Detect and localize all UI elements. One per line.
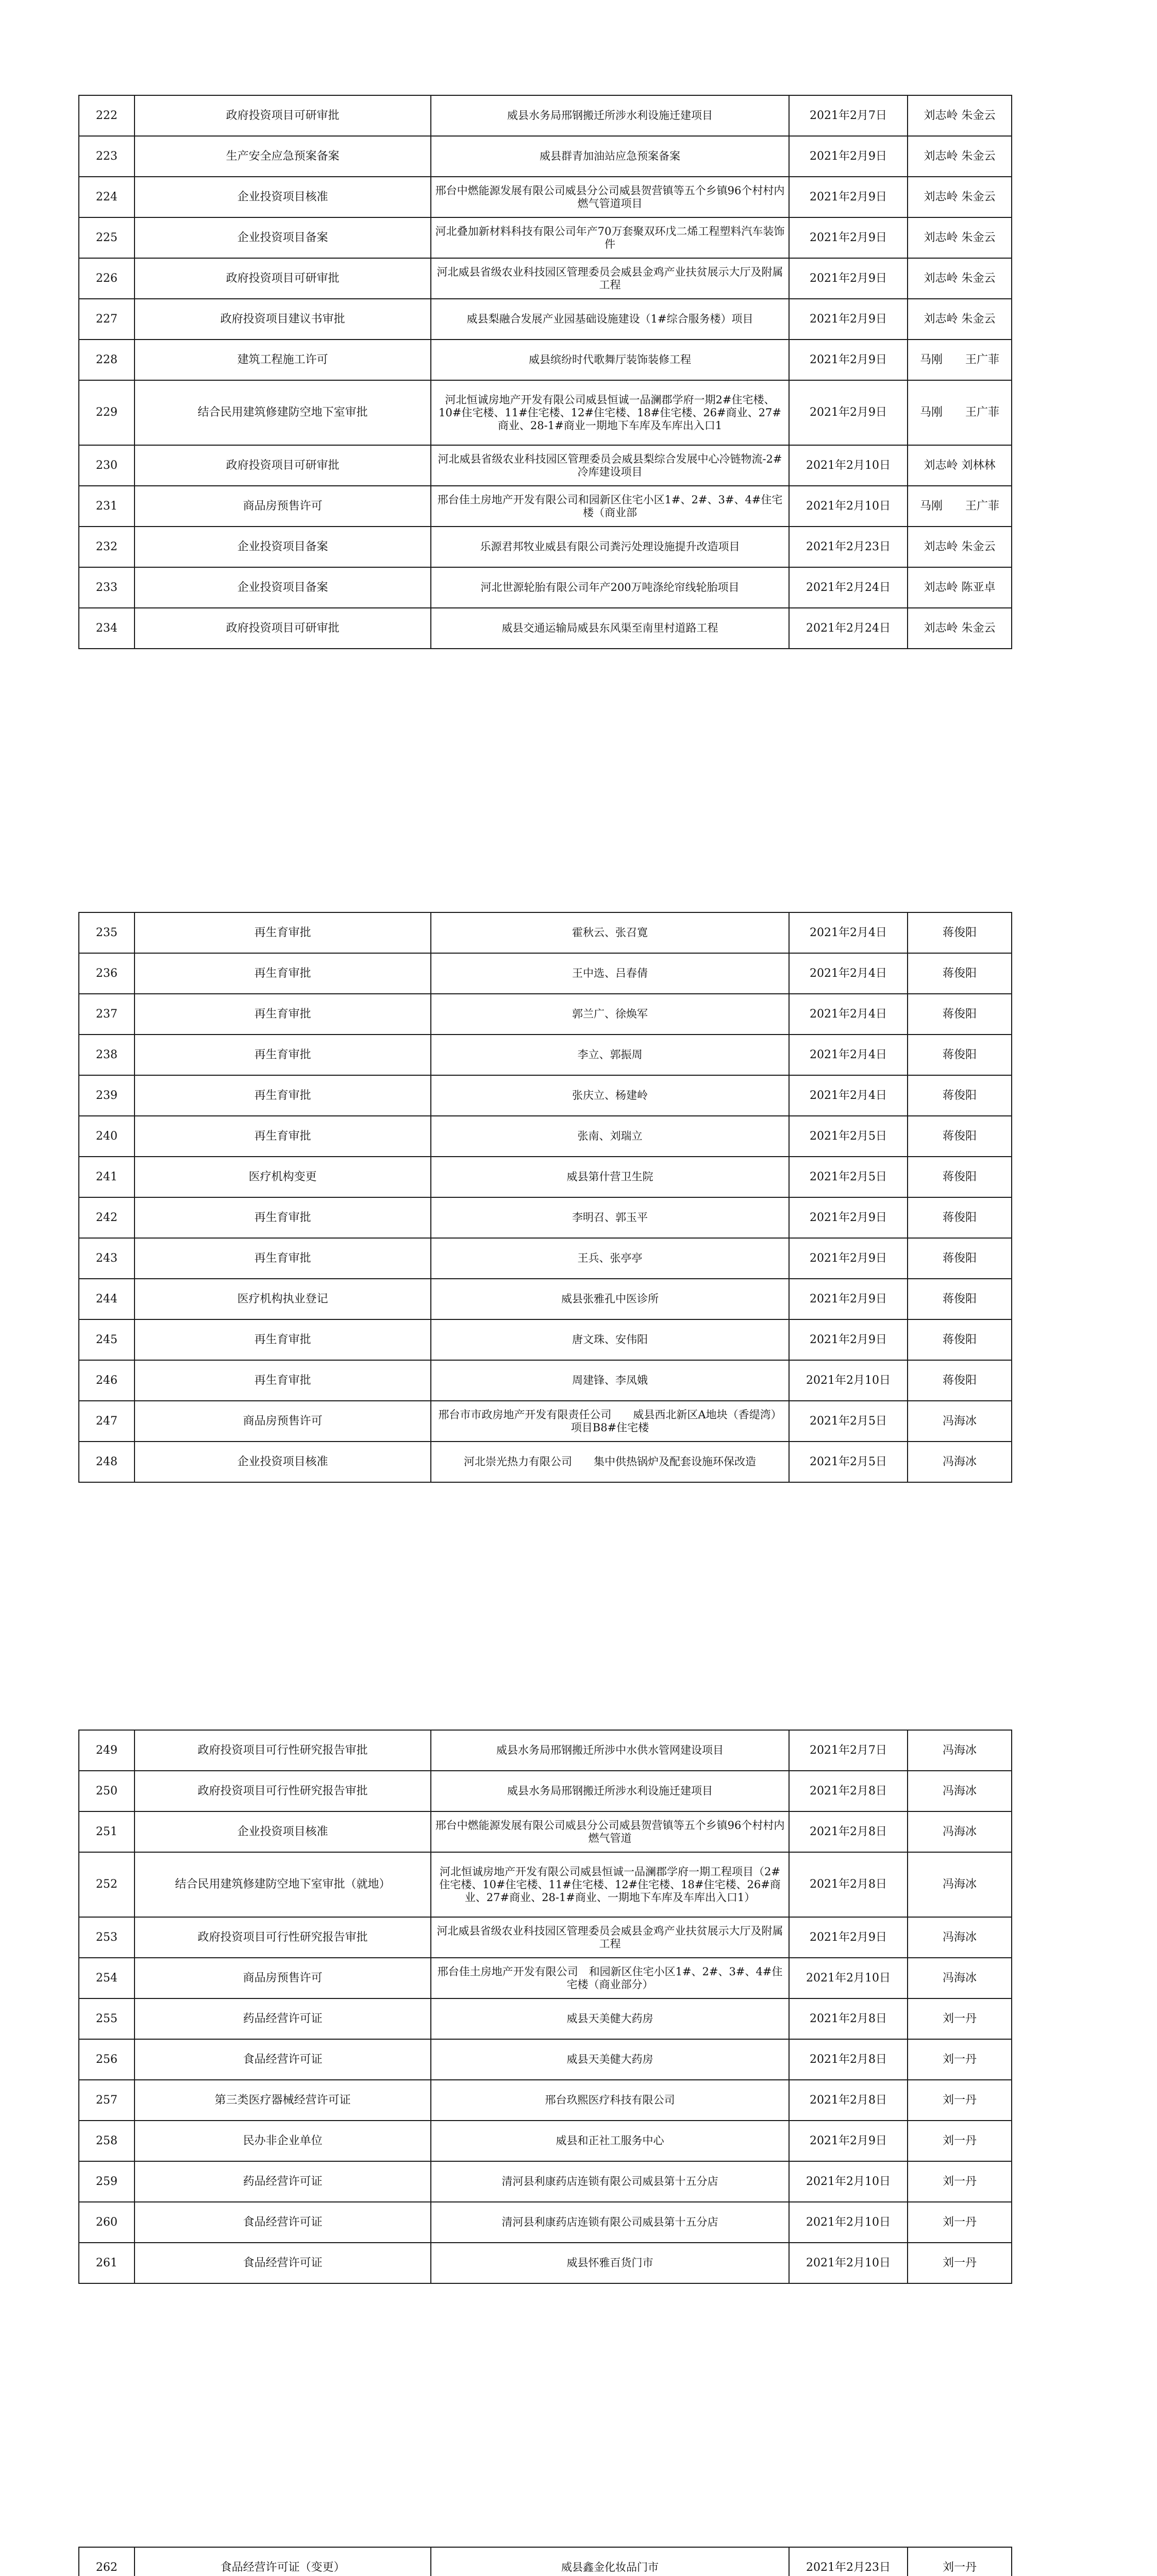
approval-item: 再生育审批 [135,1319,431,1360]
handler-name: 刘一丹 [908,2547,1012,2576]
table-row [79,1852,1012,1917]
approval-date: 2021年2月24日 [789,608,908,649]
table-row [79,1442,1012,1482]
approval-item: 再生育审批 [135,1238,431,1279]
applicant-unit: 威县第什营卫生院 [431,1157,789,1197]
applicant-unit: 唐文珠、安伟阳 [431,1319,789,1360]
applicant-unit: 威县水务局邢钢搬迁所涉水利设施迁建项目 [431,95,789,136]
table-row [79,527,1012,567]
row-number: 262 [79,2547,135,2576]
handler-name: 刘志岭 朱金云 [908,527,1012,567]
approval-item: 药品经营许可证 [135,2161,431,2202]
approval-date: 2021年2月23日 [789,2547,908,2576]
approval-item: 企业投资项目核准 [135,1811,431,1852]
handler-name: 马刚 王广菲 [908,340,1012,380]
approval-date: 2021年2月10日 [789,2202,908,2243]
record-table-1 [78,95,1012,649]
row-number: 247 [79,1401,135,1442]
row-number: 223 [79,136,135,177]
approval-item: 商品房预售许可 [135,1958,431,1998]
handler-name: 蒋俊阳 [908,994,1012,1035]
applicant-unit: 河北威县省级农业科技园区管理委员会威县金鸡产业扶贫展示大厅及附属工程 [431,258,789,299]
table-row [79,2161,1012,2202]
handler-name: 刘志岭 陈亚卓 [908,567,1012,608]
applicant-unit: 河北恒诚房地产开发有限公司威县恒诚一品澜郡学府一期工程项目（2#住宅楼、10#住宅楼、11#住宅楼、12#住宅楼、18#住宅楼、26#商业、27#商业、28-1#商业、一期地下车库及车库出入口1） [431,1852,789,1917]
approval-date: 2021年2月7日 [789,1730,908,1771]
handler-name: 冯海冰 [908,1958,1012,1998]
row-number: 244 [79,1279,135,1319]
row-number: 255 [79,1998,135,2039]
handler-name: 刘一丹 [908,2202,1012,2243]
approval-date: 2021年2月8日 [789,1811,908,1852]
handler-name: 刘一丹 [908,2243,1012,2283]
handler-name: 蒋俊阳 [908,1035,1012,1075]
applicant-unit: 邢台佳土房地产开发有限公司 和园新区住宅小区1#、2#、3#、4#住宅楼（商业部分） [431,1958,789,1998]
applicant-unit: 张南、刘瑞立 [431,1116,789,1157]
table-row [79,340,1012,380]
table-row [79,136,1012,177]
approval-date: 2021年2月4日 [789,994,908,1035]
applicant-unit: 清河县利康药店连锁有限公司威县第十五分店 [431,2202,789,2243]
handler-name: 马刚 王广菲 [908,486,1012,527]
applicant-unit: 李立、郭振周 [431,1035,789,1075]
applicant-unit: 河北世源轮胎有限公司年产200万吨涤纶帘线轮胎项目 [431,567,789,608]
approval-item: 结合民用建筑修建防空地下室审批（就地） [135,1852,431,1917]
approval-item: 食品经营许可证 [135,2202,431,2243]
approval-item: 生产安全应急预案备案 [135,136,431,177]
applicant-unit: 威县天美健大药房 [431,1998,789,2039]
table-row [79,95,1012,136]
table-row [79,1360,1012,1401]
approval-date: 2021年2月9日 [789,177,908,217]
approval-item: 再生育审批 [135,994,431,1035]
row-number: 240 [79,1116,135,1157]
row-number: 248 [79,1442,135,1482]
approval-date: 2021年2月10日 [789,486,908,527]
approval-date: 2021年2月9日 [789,340,908,380]
row-number: 227 [79,299,135,340]
approval-item: 再生育审批 [135,1116,431,1157]
approval-item: 食品经营许可证 [135,2039,431,2080]
approval-date: 2021年2月9日 [789,299,908,340]
row-number: 236 [79,953,135,994]
row-number: 230 [79,445,135,486]
approval-date: 2021年2月7日 [789,95,908,136]
approval-item: 结合民用建筑修建防空地下室审批 [135,380,431,445]
table-row [79,994,1012,1035]
approval-item: 再生育审批 [135,1197,431,1238]
row-number: 256 [79,2039,135,2080]
table-row [79,2243,1012,2283]
handler-name: 刘志岭 朱金云 [908,95,1012,136]
handler-name: 刘一丹 [908,2161,1012,2202]
table-row [79,2547,1012,2576]
approval-date: 2021年2月9日 [789,1197,908,1238]
approval-item: 建筑工程施工许可 [135,340,431,380]
row-number: 222 [79,95,135,136]
approval-item: 政府投资项目可研审批 [135,258,431,299]
approval-item: 企业投资项目备案 [135,527,431,567]
applicant-unit: 李明召、郭玉平 [431,1197,789,1238]
approval-item: 政府投资项目可行性研究报告审批 [135,1730,431,1771]
applicant-unit: 威县缤纷时代歌舞厅装饰装修工程 [431,340,789,380]
approval-item: 企业投资项目备案 [135,567,431,608]
approval-item: 再生育审批 [135,1360,431,1401]
approval-date: 2021年2月5日 [789,1442,908,1482]
handler-name: 刘志岭 朱金云 [908,217,1012,258]
approval-date: 2021年2月5日 [789,1116,908,1157]
table-row [79,1401,1012,1442]
row-number: 261 [79,2243,135,2283]
table-row [79,2080,1012,2121]
handler-name: 刘志岭 朱金云 [908,299,1012,340]
table-row [79,445,1012,486]
approval-date: 2021年2月9日 [789,1279,908,1319]
approval-date: 2021年2月9日 [789,1319,908,1360]
table-row [79,1998,1012,2039]
approval-item: 医疗机构变更 [135,1157,431,1197]
approval-item: 医疗机构执业登记 [135,1279,431,1319]
table-row [79,953,1012,994]
table-row [79,1730,1012,1771]
applicant-unit: 王兵、张亭亭 [431,1238,789,1279]
applicant-unit: 威县水务局邢钢搬迁所涉中水供水管网建设项目 [431,1730,789,1771]
applicant-unit: 威县怀雅百货门市 [431,2243,789,2283]
table-row [79,2202,1012,2243]
handler-name: 冯海冰 [908,1811,1012,1852]
row-number: 229 [79,380,135,445]
applicant-unit: 威县鑫金化妆品门市 [431,2547,789,2576]
handler-name: 刘志岭 朱金云 [908,177,1012,217]
row-number: 232 [79,527,135,567]
table-row [79,1319,1012,1360]
record-table-4 [78,2547,1012,2576]
handler-name: 马刚 王广菲 [908,380,1012,445]
approval-date: 2021年2月4日 [789,953,908,994]
handler-name: 蒋俊阳 [908,953,1012,994]
approval-item: 再生育审批 [135,953,431,994]
approval-item: 第三类医疗器械经营许可证 [135,2080,431,2121]
handler-name: 刘一丹 [908,1998,1012,2039]
approval-item: 再生育审批 [135,1035,431,1075]
handler-name: 刘志岭 朱金云 [908,608,1012,649]
approval-date: 2021年2月4日 [789,1035,908,1075]
table-row [79,486,1012,527]
applicant-unit: 河北恒诚房地产开发有限公司威县恒诚一品澜郡学府一期2#住宅楼、10#住宅楼、11#住宅楼、12#住宅楼、18#住宅楼、26#商业、27#商业、28-1#商业一期地下车库及车库出入口1 [431,380,789,445]
handler-name: 刘一丹 [908,2039,1012,2080]
row-number: 239 [79,1075,135,1116]
approval-item: 食品经营许可证（变更） [135,2547,431,2576]
row-number: 253 [79,1917,135,1958]
approval-date: 2021年2月9日 [789,1917,908,1958]
row-number: 258 [79,2121,135,2161]
handler-name: 冯海冰 [908,1730,1012,1771]
approval-item: 企业投资项目核准 [135,1442,431,1482]
row-number: 234 [79,608,135,649]
handler-name: 蒋俊阳 [908,1279,1012,1319]
table-row [79,2039,1012,2080]
row-number: 242 [79,1197,135,1238]
applicant-unit: 清河县利康药店连锁有限公司威县第十五分店 [431,2161,789,2202]
applicant-unit: 邢台市市政房地产开发有限责任公司 威县西北新区A地块（香缇湾）项目B8#住宅楼 [431,1401,789,1442]
approval-item: 政府投资项目建议书审批 [135,299,431,340]
row-number: 231 [79,486,135,527]
table-row [79,1157,1012,1197]
handler-name: 冯海冰 [908,1917,1012,1958]
handler-name: 刘一丹 [908,2080,1012,2121]
table-row [79,258,1012,299]
applicant-unit: 周建锋、李凤娥 [431,1360,789,1401]
table-row [79,1197,1012,1238]
applicant-unit: 威县和正社工服务中心 [431,2121,789,2161]
approval-date: 2021年2月9日 [789,258,908,299]
handler-name: 刘志岭 刘林林 [908,445,1012,486]
approval-item: 食品经营许可证 [135,2243,431,2283]
row-number: 241 [79,1157,135,1197]
row-number: 246 [79,1360,135,1401]
approval-item: 再生育审批 [135,912,431,953]
approval-date: 2021年2月10日 [789,445,908,486]
approval-item: 药品经营许可证 [135,1998,431,2039]
row-number: 237 [79,994,135,1035]
approval-item: 企业投资项目备案 [135,217,431,258]
applicant-unit: 邢台佳土房地产开发有限公司和园新区住宅小区1#、2#、3#、4#住宅楼（商业部 [431,486,789,527]
applicant-unit: 威县水务局邢钢搬迁所涉水利设施迁建项目 [431,1771,789,1811]
row-number: 245 [79,1319,135,1360]
approval-date: 2021年2月10日 [789,2243,908,2283]
approval-date: 2021年2月8日 [789,1852,908,1917]
handler-name: 刘志岭 朱金云 [908,136,1012,177]
approval-date: 2021年2月9日 [789,217,908,258]
row-number: 260 [79,2202,135,2243]
handler-name: 冯海冰 [908,1442,1012,1482]
approval-date: 2021年2月10日 [789,2161,908,2202]
table-row [79,1771,1012,1811]
approval-item: 政府投资项目可研审批 [135,445,431,486]
handler-name: 冯海冰 [908,1771,1012,1811]
approval-item: 企业投资项目核准 [135,177,431,217]
table-row [79,912,1012,953]
approval-item: 商品房预售许可 [135,486,431,527]
approval-item: 民办非企业单位 [135,2121,431,2161]
approval-item: 政府投资项目可行性研究报告审批 [135,1917,431,1958]
handler-name: 蒋俊阳 [908,912,1012,953]
handler-name: 蒋俊阳 [908,1116,1012,1157]
handler-name: 蒋俊阳 [908,1157,1012,1197]
table-row [79,217,1012,258]
row-number: 238 [79,1035,135,1075]
row-number: 251 [79,1811,135,1852]
applicant-unit: 王中选、吕春倩 [431,953,789,994]
table-row [79,1279,1012,1319]
handler-name: 蒋俊阳 [908,1075,1012,1116]
approval-date: 2021年2月4日 [789,1075,908,1116]
table-row [79,1075,1012,1116]
applicant-unit: 河北叠加新材料科技有限公司年产70万套聚双环戊二烯工程塑料汽车装饰件 [431,217,789,258]
table-row [79,567,1012,608]
row-number: 224 [79,177,135,217]
table-row [79,177,1012,217]
applicant-unit: 邢台中燃能源发展有限公司威县分公司威县贺营镇等五个乡镇96个村村内燃气管道项目 [431,177,789,217]
applicant-unit: 张庆立、杨建岭 [431,1075,789,1116]
approval-date: 2021年2月10日 [789,1958,908,1998]
approval-date: 2021年2月10日 [789,1360,908,1401]
approval-date: 2021年2月23日 [789,527,908,567]
handler-name: 蒋俊阳 [908,1197,1012,1238]
approval-date: 2021年2月9日 [789,380,908,445]
approval-date: 2021年2月9日 [789,1238,908,1279]
row-number: 249 [79,1730,135,1771]
row-number: 254 [79,1958,135,1998]
applicant-unit: 河北崇光热力有限公司 集中供热锅炉及配套设施环保改造 [431,1442,789,1482]
approval-date: 2021年2月5日 [789,1157,908,1197]
applicant-unit: 邢台玖熙医疗科技有限公司 [431,2080,789,2121]
table-row [79,608,1012,649]
approval-item: 政府投资项目可行性研究报告审批 [135,1771,431,1811]
applicant-unit: 威县张雅孔中医诊所 [431,1279,789,1319]
handler-name: 刘志岭 朱金云 [908,258,1012,299]
row-number: 257 [79,2080,135,2121]
row-number: 225 [79,217,135,258]
handler-name: 蒋俊阳 [908,1238,1012,1279]
table-row [79,380,1012,445]
approval-date: 2021年2月9日 [789,2121,908,2161]
approval-item: 政府投资项目可研审批 [135,608,431,649]
approval-item: 政府投资项目可研审批 [135,95,431,136]
applicant-unit: 郭兰广、徐焕军 [431,994,789,1035]
row-number: 233 [79,567,135,608]
row-number: 235 [79,912,135,953]
handler-name: 刘一丹 [908,2121,1012,2161]
approval-date: 2021年2月4日 [789,912,908,953]
row-number: 228 [79,340,135,380]
handler-name: 蒋俊阳 [908,1360,1012,1401]
approval-date: 2021年2月8日 [789,1998,908,2039]
table-row [79,1811,1012,1852]
approval-item: 商品房预售许可 [135,1401,431,1442]
approval-date: 2021年2月24日 [789,567,908,608]
applicant-unit: 威县群青加油站应急预案备案 [431,136,789,177]
row-number: 226 [79,258,135,299]
table-row [79,1035,1012,1075]
handler-name: 冯海冰 [908,1852,1012,1917]
handler-name: 蒋俊阳 [908,1319,1012,1360]
handler-name: 冯海冰 [908,1401,1012,1442]
row-number: 252 [79,1852,135,1917]
row-number: 250 [79,1771,135,1811]
row-number: 259 [79,2161,135,2202]
applicant-unit: 威县天美健大药房 [431,2039,789,2080]
approval-date: 2021年2月9日 [789,136,908,177]
table-row [79,1116,1012,1157]
table-row [79,2121,1012,2161]
table-row [79,1958,1012,1998]
applicant-unit: 河北威县省级农业科技园区管理委员会威县梨综合发展中心冷链物流-2#冷库建设项目 [431,445,789,486]
approval-date: 2021年2月8日 [789,1771,908,1811]
applicant-unit: 威县梨融合发展产业园基础设施建设（1#综合服务楼）项目 [431,299,789,340]
table-row [79,299,1012,340]
approval-date: 2021年2月5日 [789,1401,908,1442]
approval-item: 再生育审批 [135,1075,431,1116]
record-table-3 [78,1730,1012,2284]
row-number: 243 [79,1238,135,1279]
record-table-2 [78,912,1012,1483]
table-row [79,1238,1012,1279]
applicant-unit: 河北威县省级农业科技园区管理委员会威县金鸡产业扶贫展示大厅及附属工程 [431,1917,789,1958]
applicant-unit: 乐源君邦牧业威县有限公司粪污处理设施提升改造项目 [431,527,789,567]
table-row [79,1917,1012,1958]
applicant-unit: 威县交通运输局威县东风渠至南里村道路工程 [431,608,789,649]
applicant-unit: 邢台中燃能源发展有限公司威县分公司威县贺营镇等五个乡镇96个村村内燃气管道 [431,1811,789,1852]
applicant-unit: 霍秋云、张召寛 [431,912,789,953]
approval-date: 2021年2月8日 [789,2080,908,2121]
approval-date: 2021年2月8日 [789,2039,908,2080]
